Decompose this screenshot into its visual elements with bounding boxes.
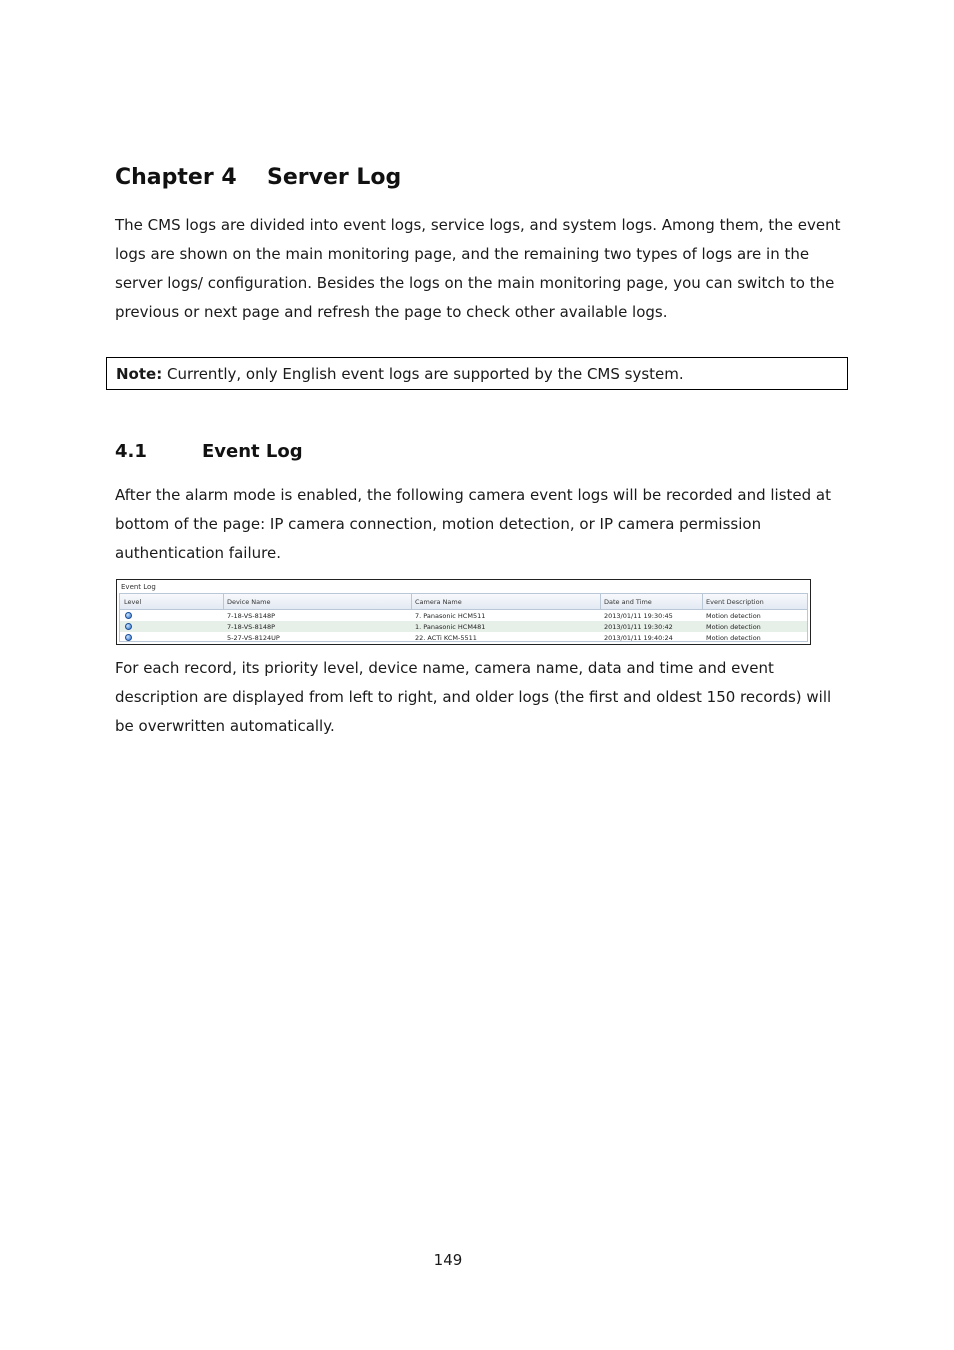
column-header-camera-name[interactable]: Camera Name (415, 598, 462, 606)
event-log-title: Event Log (121, 583, 156, 591)
event-log-panel (116, 579, 811, 645)
section-paragraph-1: After the alarm mode is enabled, the following camera event logs will be recorded and listed at bottom of the page: IP camera connection, motion detection, or IP camera permission authentication failure. (115, 486, 832, 562)
device-name-cell: 7-18-VS-8148P (227, 612, 276, 620)
info-level-icon (125, 623, 132, 630)
note-label: Note: (116, 365, 163, 383)
column-header-event-description[interactable]: Event Description (706, 598, 764, 606)
date-time-cell: 2013/01/11 19:30:45 (604, 612, 673, 620)
column-header-level[interactable]: Level (124, 598, 142, 606)
info-level-icon (125, 634, 132, 641)
event-log-header (120, 594, 807, 610)
section-number: 4.1 (115, 441, 147, 462)
camera-name-cell: 22. ACTi KCM-5511 (415, 634, 477, 642)
section-name: Event Log (202, 441, 303, 462)
event-description-cell: Motion detection (706, 623, 761, 631)
intro-paragraph: The CMS logs are divided into event logs, service logs, and system logs. Among them, the event logs are shown on the main monitoring page, and the remaining two types of logs are in the server logs/ configuration. Besides the logs on the main monitoring page, you can switch to the previous or next page and refresh the page to check other available logs. (115, 216, 841, 321)
device-name-cell: 5-27-VS-8124UP (227, 634, 280, 642)
chapter-title (115, 160, 401, 196)
date-time-cell: 2013/01/11 19:30:42 (604, 623, 673, 631)
section-title (115, 438, 303, 466)
note-box (106, 357, 848, 390)
camera-name-cell: 1. Panasonic HCM481 (415, 623, 486, 631)
table-row[interactable] (120, 610, 807, 621)
event-description-cell: Motion detection (706, 634, 761, 642)
note-text (116, 362, 684, 386)
note-body: Currently, only English event logs are supported by the CMS system. (166, 365, 684, 383)
device-name-cell: 7-18-VS-8148P (227, 623, 276, 631)
column-header-date-time[interactable]: Date and Time (604, 598, 652, 606)
table-row[interactable] (120, 621, 807, 632)
page-number: 149 (433, 1251, 463, 1269)
chapter-number: Chapter 4 (115, 165, 237, 190)
table-row[interactable] (120, 632, 807, 643)
info-level-icon (125, 612, 132, 619)
camera-name-cell: 7. Panasonic HCM511 (415, 612, 486, 620)
event-log-table (119, 593, 808, 642)
section-paragraph-2: For each record, its priority level, device name, camera name, data and time and event description are displayed from left to right, and older logs (the first and oldest 150 records) will be overwritten automatically. (115, 659, 832, 735)
column-header-device-name[interactable]: Device Name (227, 598, 271, 606)
chapter-name: Server Log (267, 165, 402, 190)
event-description-cell: Motion detection (706, 612, 761, 620)
date-time-cell: 2013/01/11 19:40:24 (604, 634, 673, 642)
